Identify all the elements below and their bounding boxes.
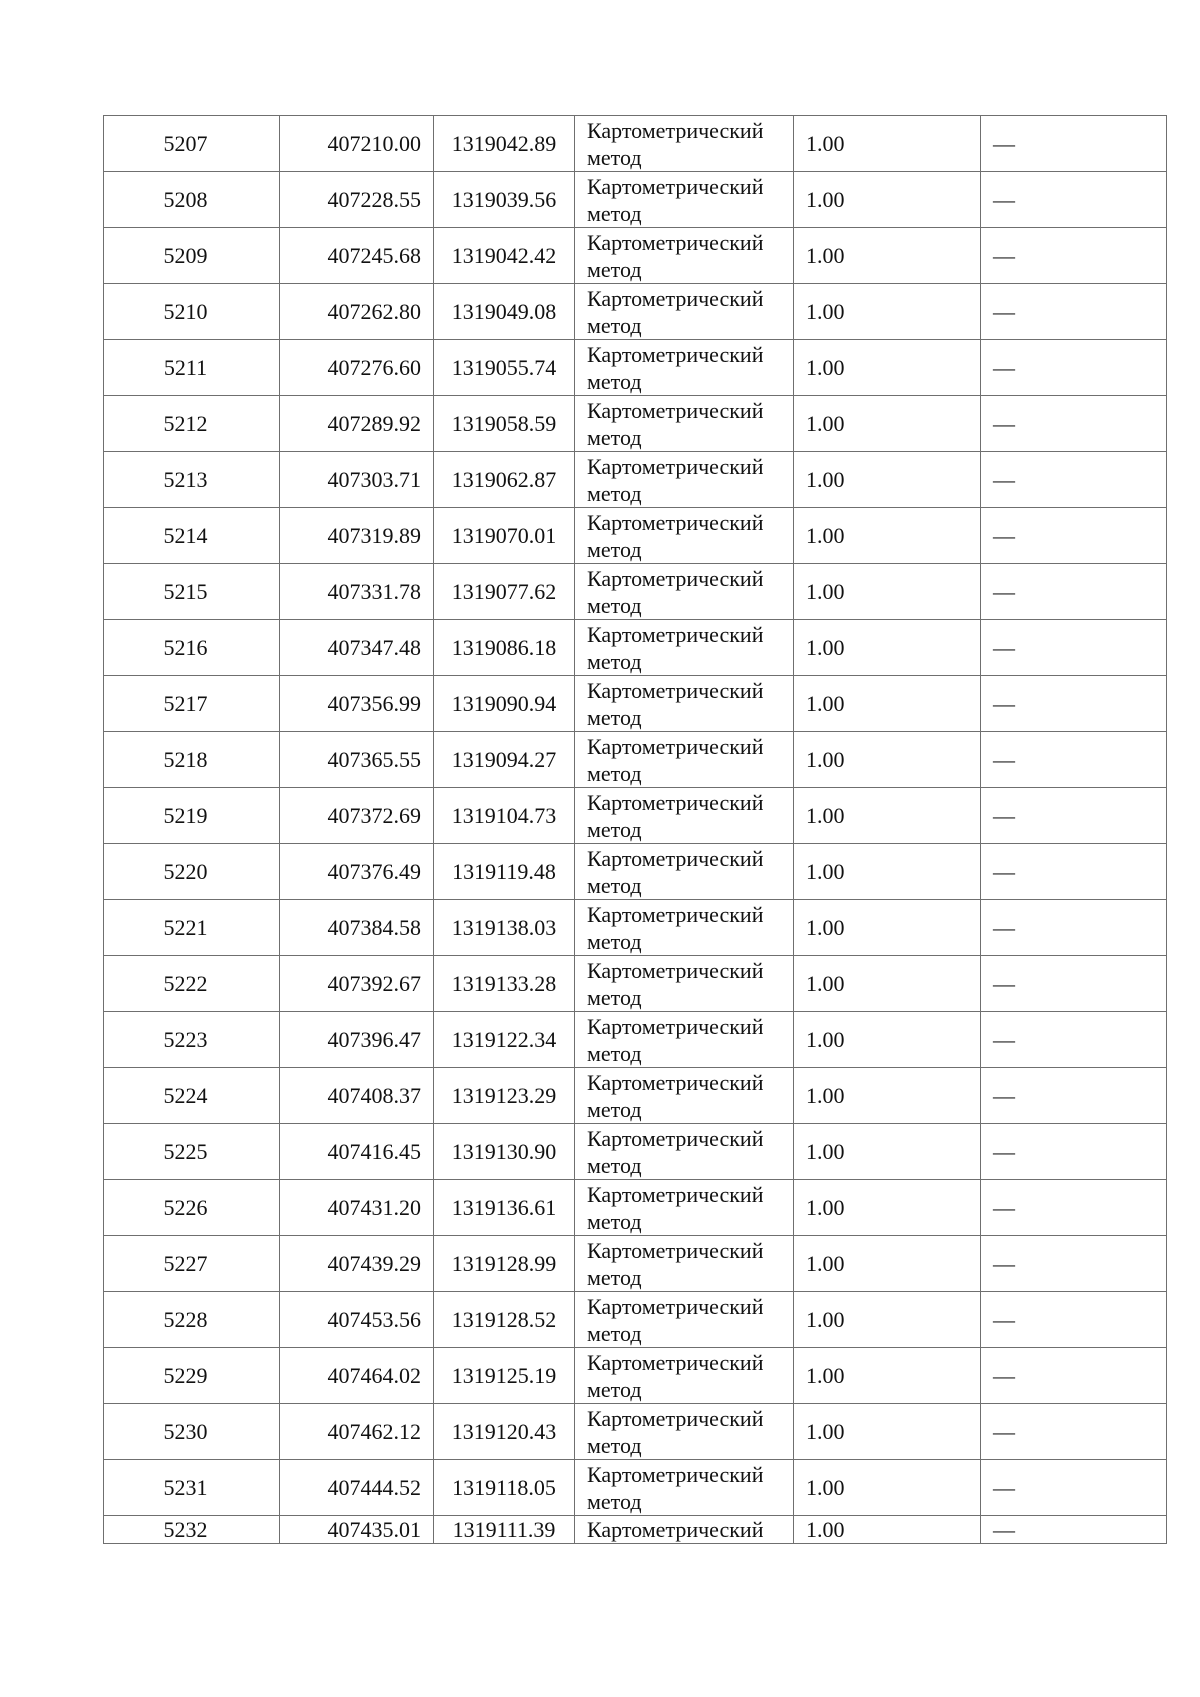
method-cell: Картометрический метод bbox=[575, 452, 794, 508]
method-cell: Картометрический метод bbox=[575, 1348, 794, 1404]
note-cell: — bbox=[981, 1404, 1167, 1460]
point-number-cell: 5213 bbox=[104, 452, 280, 508]
method-cell: Картометрический метод bbox=[575, 564, 794, 620]
note-cell: — bbox=[981, 1516, 1167, 1544]
accuracy-cell: 1.00 bbox=[794, 284, 981, 340]
y-coordinate-cell: 1319086.18 bbox=[434, 620, 575, 676]
point-number-cell: 5215 bbox=[104, 564, 280, 620]
x-coordinate-cell: 407245.68 bbox=[280, 228, 434, 284]
table-body bbox=[104, 116, 1167, 1544]
point-number-cell: 5226 bbox=[104, 1180, 280, 1236]
method-cell: Картометрический метод bbox=[575, 396, 794, 452]
y-coordinate-cell: 1319042.89 bbox=[434, 116, 575, 172]
point-number-cell: 5216 bbox=[104, 620, 280, 676]
method-cell: Картометрический метод bbox=[575, 956, 794, 1012]
x-coordinate-cell: 407210.00 bbox=[280, 116, 434, 172]
note-cell: — bbox=[981, 284, 1167, 340]
y-coordinate-cell: 1319070.01 bbox=[434, 508, 575, 564]
point-number-cell: 5232 bbox=[104, 1516, 280, 1544]
table-row bbox=[104, 1068, 1167, 1124]
x-coordinate-cell: 407384.58 bbox=[280, 900, 434, 956]
y-coordinate-cell: 1319123.29 bbox=[434, 1068, 575, 1124]
point-number-cell: 5225 bbox=[104, 1124, 280, 1180]
table-row bbox=[104, 1292, 1167, 1348]
note-cell: — bbox=[981, 1292, 1167, 1348]
table-row bbox=[104, 788, 1167, 844]
accuracy-cell: 1.00 bbox=[794, 508, 981, 564]
y-coordinate-cell: 1319062.87 bbox=[434, 452, 575, 508]
point-number-cell: 5208 bbox=[104, 172, 280, 228]
table-row bbox=[104, 1404, 1167, 1460]
point-number-cell: 5218 bbox=[104, 732, 280, 788]
y-coordinate-cell: 1319128.99 bbox=[434, 1236, 575, 1292]
point-number-cell: 5219 bbox=[104, 788, 280, 844]
point-number-cell: 5230 bbox=[104, 1404, 280, 1460]
note-cell: — bbox=[981, 676, 1167, 732]
table-row bbox=[104, 1180, 1167, 1236]
x-coordinate-cell: 407439.29 bbox=[280, 1236, 434, 1292]
accuracy-cell: 1.00 bbox=[794, 116, 981, 172]
point-number-cell: 5227 bbox=[104, 1236, 280, 1292]
method-cell: Картометрический метод bbox=[575, 844, 794, 900]
method-cell: Картометрический метод bbox=[575, 1068, 794, 1124]
table-row bbox=[104, 228, 1167, 284]
table-row bbox=[104, 844, 1167, 900]
x-coordinate-cell: 407408.37 bbox=[280, 1068, 434, 1124]
note-cell: — bbox=[981, 1124, 1167, 1180]
point-number-cell: 5220 bbox=[104, 844, 280, 900]
accuracy-cell: 1.00 bbox=[794, 396, 981, 452]
accuracy-cell: 1.00 bbox=[794, 732, 981, 788]
note-cell: — bbox=[981, 956, 1167, 1012]
note-cell: — bbox=[981, 1236, 1167, 1292]
note-cell: — bbox=[981, 620, 1167, 676]
method-cell: Картометрический метод bbox=[575, 788, 794, 844]
method-cell: Картометрический метод bbox=[575, 228, 794, 284]
y-coordinate-cell: 1319077.62 bbox=[434, 564, 575, 620]
y-coordinate-cell: 1319104.73 bbox=[434, 788, 575, 844]
point-number-cell: 5214 bbox=[104, 508, 280, 564]
method-cell: Картометрический метод bbox=[575, 676, 794, 732]
y-coordinate-cell: 1319055.74 bbox=[434, 340, 575, 396]
point-number-cell: 5212 bbox=[104, 396, 280, 452]
point-number-cell: 5217 bbox=[104, 676, 280, 732]
method-cell: Картометрический метод bbox=[575, 1124, 794, 1180]
y-coordinate-cell: 1319138.03 bbox=[434, 900, 575, 956]
note-cell: — bbox=[981, 340, 1167, 396]
y-coordinate-cell: 1319058.59 bbox=[434, 396, 575, 452]
y-coordinate-cell: 1319122.34 bbox=[434, 1012, 575, 1068]
accuracy-cell: 1.00 bbox=[794, 676, 981, 732]
note-cell: — bbox=[981, 1068, 1167, 1124]
point-number-cell: 5209 bbox=[104, 228, 280, 284]
accuracy-cell: 1.00 bbox=[794, 1012, 981, 1068]
x-coordinate-cell: 407289.92 bbox=[280, 396, 434, 452]
x-coordinate-cell: 407276.60 bbox=[280, 340, 434, 396]
point-number-cell: 5224 bbox=[104, 1068, 280, 1124]
point-number-cell: 5222 bbox=[104, 956, 280, 1012]
note-cell: — bbox=[981, 1348, 1167, 1404]
x-coordinate-cell: 407376.49 bbox=[280, 844, 434, 900]
table-row bbox=[104, 956, 1167, 1012]
note-cell: — bbox=[981, 228, 1167, 284]
note-cell: — bbox=[981, 172, 1167, 228]
x-coordinate-cell: 407372.69 bbox=[280, 788, 434, 844]
note-cell: — bbox=[981, 116, 1167, 172]
x-coordinate-cell: 407453.56 bbox=[280, 1292, 434, 1348]
y-coordinate-cell: 1319111.39 bbox=[434, 1516, 575, 1544]
table-row bbox=[104, 676, 1167, 732]
x-coordinate-cell: 407396.47 bbox=[280, 1012, 434, 1068]
note-cell: — bbox=[981, 564, 1167, 620]
accuracy-cell: 1.00 bbox=[794, 452, 981, 508]
accuracy-cell: 1.00 bbox=[794, 1516, 981, 1544]
method-cell: Картометрический bbox=[575, 1516, 794, 1544]
y-coordinate-cell: 1319049.08 bbox=[434, 284, 575, 340]
note-cell: — bbox=[981, 1012, 1167, 1068]
accuracy-cell: 1.00 bbox=[794, 1124, 981, 1180]
x-coordinate-cell: 407356.99 bbox=[280, 676, 434, 732]
x-coordinate-cell: 407365.55 bbox=[280, 732, 434, 788]
accuracy-cell: 1.00 bbox=[794, 844, 981, 900]
y-coordinate-cell: 1319133.28 bbox=[434, 956, 575, 1012]
table-row bbox=[104, 564, 1167, 620]
y-coordinate-cell: 1319130.90 bbox=[434, 1124, 575, 1180]
x-coordinate-cell: 407262.80 bbox=[280, 284, 434, 340]
point-number-cell: 5228 bbox=[104, 1292, 280, 1348]
method-cell: Картометрический метод bbox=[575, 1236, 794, 1292]
table-row bbox=[104, 732, 1167, 788]
method-cell: Картометрический метод bbox=[575, 116, 794, 172]
point-number-cell: 5207 bbox=[104, 116, 280, 172]
note-cell: — bbox=[981, 452, 1167, 508]
table-row bbox=[104, 1012, 1167, 1068]
accuracy-cell: 1.00 bbox=[794, 1068, 981, 1124]
method-cell: Картометрический метод bbox=[575, 1404, 794, 1460]
method-cell: Картометрический метод bbox=[575, 508, 794, 564]
table-row bbox=[104, 620, 1167, 676]
table-row bbox=[104, 1124, 1167, 1180]
note-cell: — bbox=[981, 900, 1167, 956]
note-cell: — bbox=[981, 1180, 1167, 1236]
note-cell: — bbox=[981, 508, 1167, 564]
x-coordinate-cell: 407431.20 bbox=[280, 1180, 434, 1236]
accuracy-cell: 1.00 bbox=[794, 1348, 981, 1404]
accuracy-cell: 1.00 bbox=[794, 172, 981, 228]
table-row bbox=[104, 1516, 1167, 1544]
table-row bbox=[104, 172, 1167, 228]
table-row bbox=[104, 116, 1167, 172]
table-row bbox=[104, 1348, 1167, 1404]
x-coordinate-cell: 407228.55 bbox=[280, 172, 434, 228]
method-cell: Картометрический метод bbox=[575, 1180, 794, 1236]
x-coordinate-cell: 407462.12 bbox=[280, 1404, 434, 1460]
y-coordinate-cell: 1319118.05 bbox=[434, 1460, 575, 1516]
accuracy-cell: 1.00 bbox=[794, 788, 981, 844]
table-row bbox=[104, 452, 1167, 508]
y-coordinate-cell: 1319039.56 bbox=[434, 172, 575, 228]
point-number-cell: 5221 bbox=[104, 900, 280, 956]
y-coordinate-cell: 1319128.52 bbox=[434, 1292, 575, 1348]
table-row bbox=[104, 900, 1167, 956]
point-number-cell: 5231 bbox=[104, 1460, 280, 1516]
note-cell: — bbox=[981, 732, 1167, 788]
method-cell: Картометрический метод bbox=[575, 172, 794, 228]
coordinates-table bbox=[103, 115, 1167, 1544]
accuracy-cell: 1.00 bbox=[794, 228, 981, 284]
table-row bbox=[104, 396, 1167, 452]
x-coordinate-cell: 407464.02 bbox=[280, 1348, 434, 1404]
x-coordinate-cell: 407303.71 bbox=[280, 452, 434, 508]
table-row bbox=[104, 340, 1167, 396]
note-cell: — bbox=[981, 844, 1167, 900]
accuracy-cell: 1.00 bbox=[794, 1460, 981, 1516]
table-row bbox=[104, 284, 1167, 340]
method-cell: Картометрический метод bbox=[575, 900, 794, 956]
x-coordinate-cell: 407392.67 bbox=[280, 956, 434, 1012]
point-number-cell: 5229 bbox=[104, 1348, 280, 1404]
y-coordinate-cell: 1319120.43 bbox=[434, 1404, 575, 1460]
accuracy-cell: 1.00 bbox=[794, 1404, 981, 1460]
x-coordinate-cell: 407416.45 bbox=[280, 1124, 434, 1180]
x-coordinate-cell: 407331.78 bbox=[280, 564, 434, 620]
accuracy-cell: 1.00 bbox=[794, 1180, 981, 1236]
method-cell: Картометрический метод bbox=[575, 340, 794, 396]
accuracy-cell: 1.00 bbox=[794, 1236, 981, 1292]
accuracy-cell: 1.00 bbox=[794, 340, 981, 396]
x-coordinate-cell: 407435.01 bbox=[280, 1516, 434, 1544]
method-cell: Картометрический метод bbox=[575, 1460, 794, 1516]
method-cell: Картометрический метод bbox=[575, 620, 794, 676]
y-coordinate-cell: 1319090.94 bbox=[434, 676, 575, 732]
x-coordinate-cell: 407347.48 bbox=[280, 620, 434, 676]
accuracy-cell: 1.00 bbox=[794, 1292, 981, 1348]
accuracy-cell: 1.00 bbox=[794, 900, 981, 956]
method-cell: Картометрический метод bbox=[575, 1012, 794, 1068]
x-coordinate-cell: 407444.52 bbox=[280, 1460, 434, 1516]
accuracy-cell: 1.00 bbox=[794, 956, 981, 1012]
point-number-cell: 5210 bbox=[104, 284, 280, 340]
y-coordinate-cell: 1319119.48 bbox=[434, 844, 575, 900]
accuracy-cell: 1.00 bbox=[794, 564, 981, 620]
accuracy-cell: 1.00 bbox=[794, 620, 981, 676]
note-cell: — bbox=[981, 1460, 1167, 1516]
x-coordinate-cell: 407319.89 bbox=[280, 508, 434, 564]
method-cell: Картометрический метод bbox=[575, 284, 794, 340]
note-cell: — bbox=[981, 788, 1167, 844]
table-row bbox=[104, 508, 1167, 564]
point-number-cell: 5223 bbox=[104, 1012, 280, 1068]
method-cell: Картометрический метод bbox=[575, 732, 794, 788]
y-coordinate-cell: 1319042.42 bbox=[434, 228, 575, 284]
y-coordinate-cell: 1319125.19 bbox=[434, 1348, 575, 1404]
point-number-cell: 5211 bbox=[104, 340, 280, 396]
y-coordinate-cell: 1319094.27 bbox=[434, 732, 575, 788]
table-row bbox=[104, 1460, 1167, 1516]
y-coordinate-cell: 1319136.61 bbox=[434, 1180, 575, 1236]
table-row bbox=[104, 1236, 1167, 1292]
method-cell: Картометрический метод bbox=[575, 1292, 794, 1348]
note-cell: — bbox=[981, 396, 1167, 452]
